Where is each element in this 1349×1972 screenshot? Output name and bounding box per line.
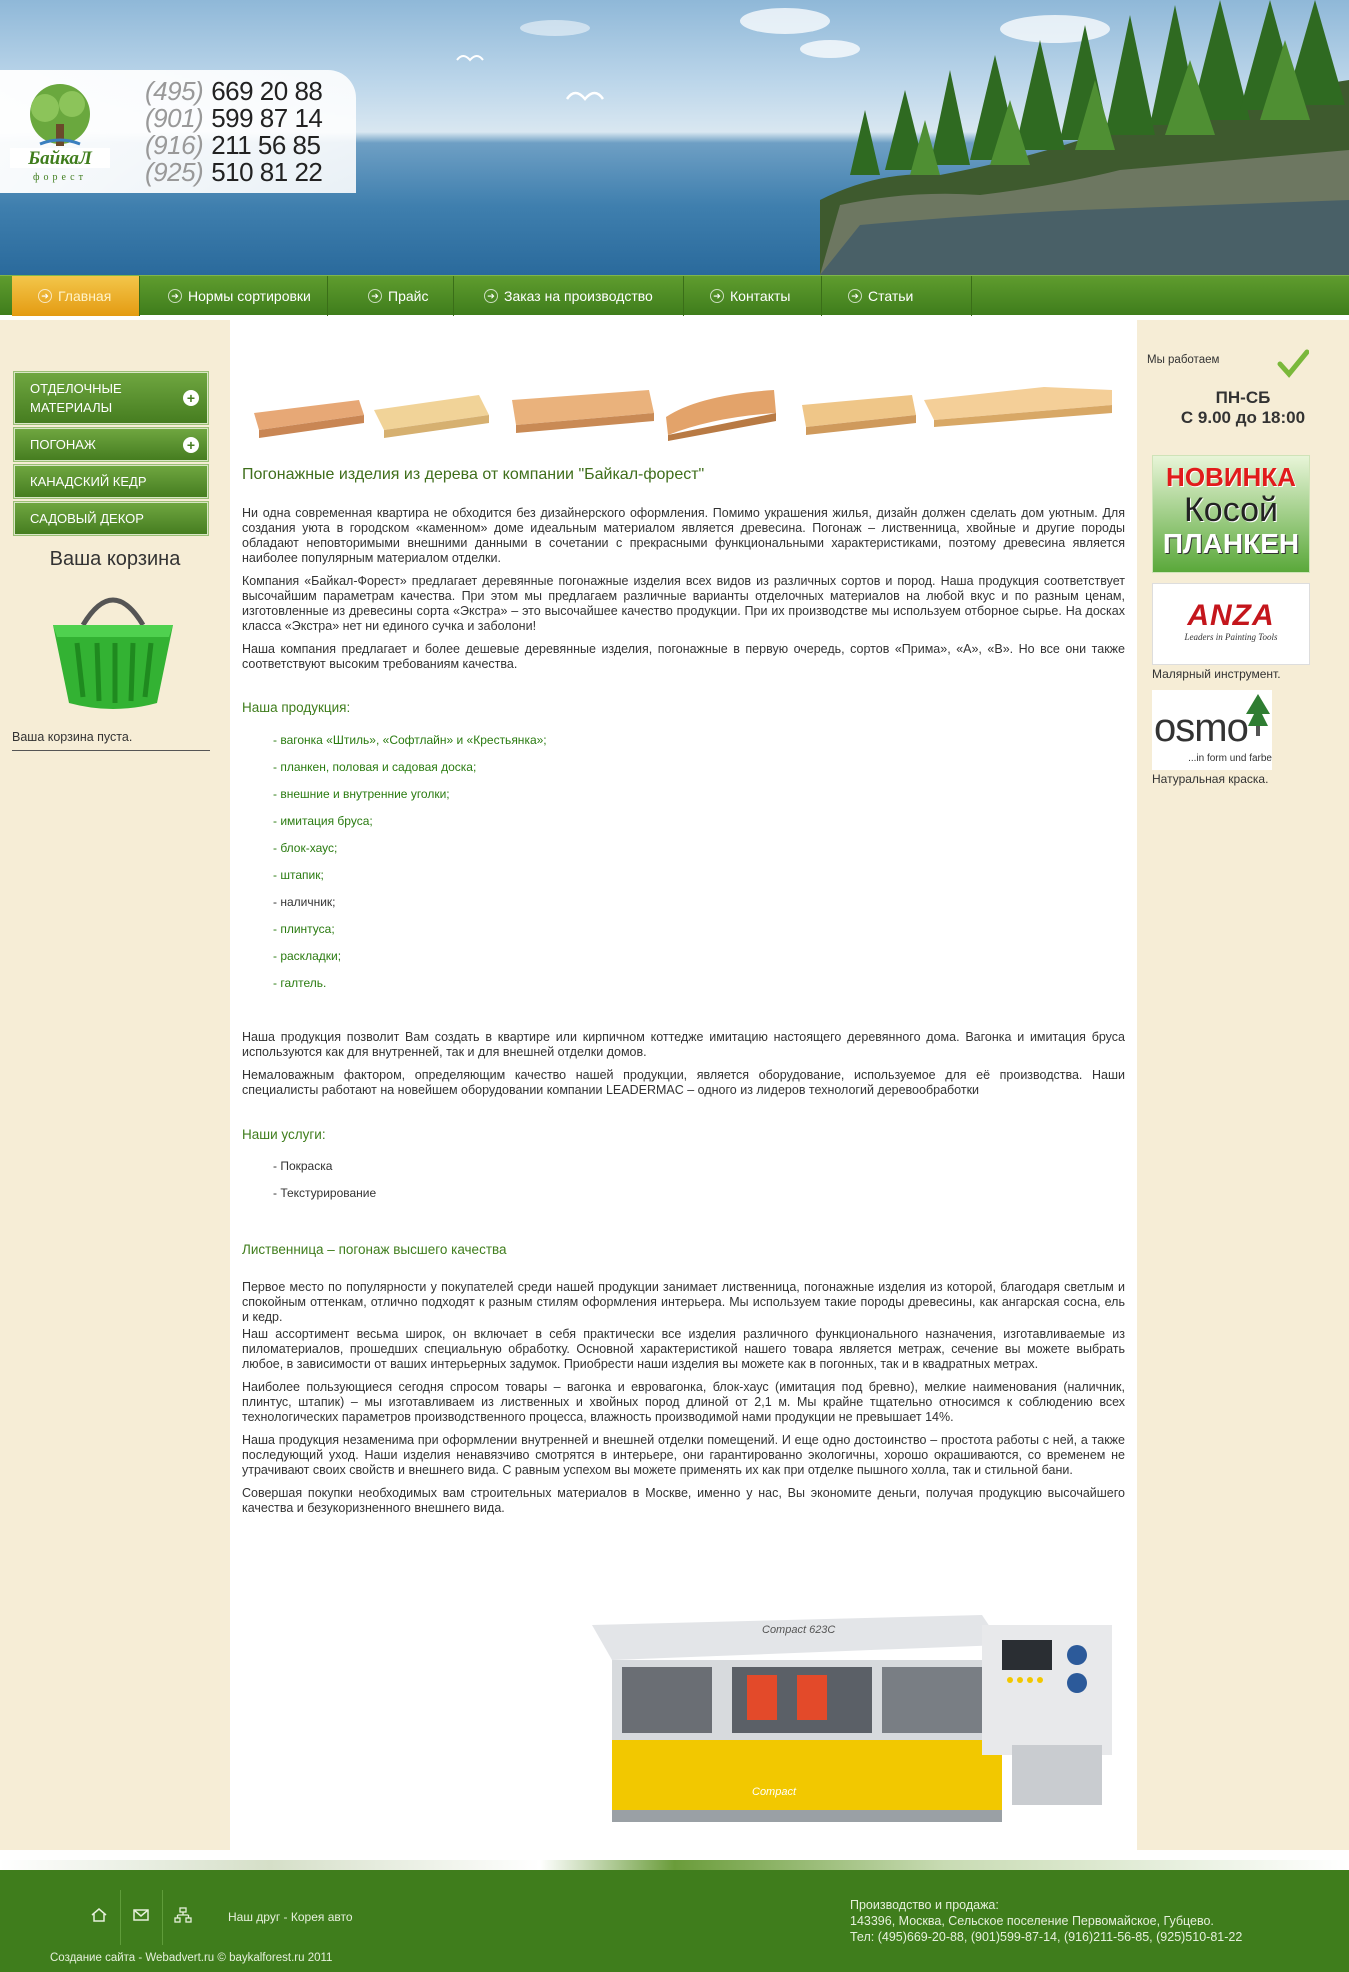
wood-products-image (244, 355, 1124, 450)
menu-item-moldings[interactable]: ПОГОНАЖ + (14, 428, 208, 461)
logo-panel (0, 70, 356, 193)
arrow-right-icon: ➔ (848, 289, 862, 303)
phone-number: (495) 669 20 88 (145, 76, 323, 106)
island-with-trees-image (820, 0, 1349, 275)
footer-contacts: Производство и продажа: 143396, Москва, Сельское поселение Первомайское, Губцево. Тел: (495)669-20-88, (901)599-87-14, (916)211-56-85, (925)510-81-22 (850, 1898, 1243, 1944)
checkmark-icon (1277, 348, 1309, 380)
product-link[interactable]: - вагонка «Штиль», «Софтлайн» и «Крестьянка»; (273, 733, 547, 747)
paragraph: Первое место по популярности у покупателей среди нашей продукции занимает лиственница, погонажные изделия из которой, благодаря светлым и спокойным оттенкам, отлично подходят к разным стилям оформления интерьера. Мы используем такие породы древесины, как ангарская сосна, ель и кедр. (242, 1280, 1125, 1324)
paragraph: Немаловажным фактором, определяющим качество нашей продукции, является оборудование, используемое для её производства. Наши специалисты работают на новейшем оборудовании компании LEADERMAC – одного из лидеров технологий деревообработки (242, 1068, 1125, 1097)
header-banner (0, 0, 1349, 275)
service-item: - Текстурирование (273, 1186, 377, 1200)
product-link[interactable]: - планкен, половая и садовая доска; (273, 760, 477, 774)
footer-friend-link[interactable]: Наш друг - Корея авто (228, 1910, 353, 1924)
page-title: Погонажные изделия из дерева от компании "Байкал-форест" (242, 466, 705, 483)
right-sidebar (1137, 320, 1349, 1850)
phone-number: (925) 510 81 22 (145, 157, 323, 187)
seagull-icon (455, 50, 485, 70)
product-link[interactable]: - галтель. (273, 976, 327, 990)
intro-block (242, 506, 1125, 680)
product-item: - наличник; (273, 895, 336, 909)
nav-item-articles[interactable]: ➔ Статьи (822, 276, 972, 316)
product-link[interactable]: - плинтуса; (273, 922, 335, 936)
equipment-block (242, 1030, 1125, 1106)
product-link[interactable]: - раскладки; (273, 949, 342, 963)
larch-heading: Лиственница – погонаж высшего качества (242, 1242, 507, 1257)
cart-title: Ваша корзина (49, 548, 181, 570)
nav-item-sorting-norms[interactable]: ➔ Нормы сортировки (140, 276, 328, 316)
paragraph: Компания «Байкал-Форест» предлагает деревянные погонажные изделия всех видов из различных сортов и пород. Наша продукция соответствует высочайшим параметрам качества. При этом мы предлагаем различные варианты отделочных материалов на любой вкус и по разным ценам, изготовленные из древесины сорта «Экстра» – это высочайшее качество продукции. При их производстве мы используем отборное сырье. На досках класса «Экстра» нет ни единого сучка и заболони! (242, 574, 1125, 633)
banner-osmo[interactable]: osmo ...in form und farbe (1152, 690, 1272, 770)
woodworking-machine-image (582, 1605, 1127, 1835)
sitemap-icon[interactable] (174, 1906, 192, 1924)
seagull-icon (565, 85, 605, 109)
paragraph: Наш ассортимент весьма широк, он включает в себя практически все изделия различного функционального назначения, изготавливаемые из пиломатериалов, прошедших специальную обработку. Основной характеристикой нашего товара является метраж, сечение вы можете выбрать любое, в зависимости от ваших интерьерных задумок. Приобрести наши изделия вы можете как в погонных, так и в квадратных метрах. (242, 1327, 1125, 1371)
main-nav (0, 275, 1349, 315)
products-list (242, 727, 1125, 997)
banner-kosoy-planken[interactable]: НОВИНКА Косой ПЛАНКЕН (1152, 455, 1310, 573)
working-hours-label: Мы работаем (1147, 354, 1220, 366)
cart-empty-text: Ваша корзина пуста. (12, 730, 210, 751)
plus-icon[interactable]: + (183, 437, 199, 453)
paragraph: Наша продукция незаменима при оформлении внутренней и внешней отделки помещений. И еще одно достоинство – простота работы с ней, а также последующий уход. Наши изделия ненавязчиво смотрятся в интерьере, они гарантированно экологичны, хорошо окрашиваются, со временем не утрачивают своих свойств и внешнего вида. С равным успехом вы можете применять их как при отделке пышного холла, так и стильной бани. (242, 1433, 1125, 1477)
nav-item-contacts[interactable]: ➔ Контакты (684, 276, 822, 316)
services-heading: Наши услуги: (242, 1127, 326, 1142)
footer (0, 1870, 1349, 1972)
nav-item-home[interactable]: ➔ Главная (12, 276, 140, 316)
larch-block (242, 1280, 1125, 1524)
working-hours: ПН-СБ С 9.00 до 18:00 (1180, 388, 1306, 427)
paragraph: Наша продукция позволит Вам создать в квартире или кирпичном коттедже имитацию настоящего деревянного дома. Вагонка и имитация бруса используются как для внутренней, так и для внешней отделки домов. (242, 1030, 1125, 1059)
arrow-right-icon: ➔ (38, 289, 52, 303)
mail-icon[interactable] (132, 1906, 150, 1924)
phone-number: (916) 211 56 85 (145, 130, 321, 160)
paragraph: Совершая покупки необходимых вам строительных материалов в Москве, именно у нас, Вы экономите деньги, получая продукцию высочайшего качества и безукоризненного внешнего вида. (242, 1486, 1125, 1515)
paragraph: Ни одна современная квартира не обходится без дизайнерского оформления. Помимо украшения жилья, дизайн должен сделать дом уютным. Для создания уюта в городском «каменном» доме идеальным материалом является древесина. Погонаж – лиственница, хвойные и другие породы обладают неповторимыми внешними данными в сочетании с прекрасными функциональными характеристиками, поэтому древесина является наиболее популярным материалом отделки. (242, 506, 1125, 565)
phone-numbers (145, 78, 322, 186)
category-menu (14, 372, 208, 539)
footer-separator (162, 1890, 163, 1945)
banner-caption: Натуральная краска. (1152, 772, 1269, 786)
paragraph: Наиболее пользующиеся сегодня спросом товары – вагонка и евровагонка, блок-хаус (имитация под бревно), мелкие наименования (наличник, плинтус, штапик) – мы изготавливаем из лиственных и хвойных пород длиной от 2,1 м. Мы крайне тщательно относимся к соблюдению всех технологических параметров производственного процесса, влажность производимой нами продукции не превышает 14%. (242, 1380, 1125, 1424)
services-list (242, 1153, 1125, 1207)
company-logo[interactable] (10, 78, 110, 186)
footer-divider (0, 1860, 1349, 1870)
nav-item-price[interactable]: ➔ Прайс (328, 276, 454, 316)
banner-anza[interactable]: ANZA Leaders in Painting Tools (1152, 583, 1310, 665)
phone-number: (901) 599 87 14 (145, 103, 323, 133)
logo-text: БайкаЛ (28, 148, 92, 169)
banner-caption: Малярный инструмент. (1152, 667, 1281, 681)
service-item: - Покраска (273, 1159, 333, 1173)
machine-model-label: Compact 623C (762, 1624, 836, 1636)
plus-icon[interactable]: + (183, 390, 199, 406)
home-icon[interactable] (90, 1906, 108, 1924)
arrow-right-icon: ➔ (168, 289, 182, 303)
menu-item-garden-decor[interactable]: САДОВЫЙ ДЕКОР (14, 502, 208, 535)
product-link[interactable]: - блок-хаус; (273, 841, 338, 855)
shopping-basket-icon[interactable] (45, 585, 181, 715)
left-sidebar (0, 320, 230, 1850)
tree-icon (1244, 694, 1272, 738)
product-link[interactable]: - штапик; (273, 868, 324, 882)
footer-separator (120, 1890, 121, 1945)
arrow-right-icon: ➔ (710, 289, 724, 303)
nav-item-order[interactable]: ➔ Заказ на производство (454, 276, 684, 316)
footer-copyright[interactable]: Создание сайта - Webadvert.ru © baykalforest.ru 2011 (50, 1952, 333, 1964)
product-link[interactable]: - имитация бруса; (273, 814, 373, 828)
paragraph: Наша компания предлагает и более дешевые деревянные изделия, погонажные в первую очередь, сортов «Прима», «А», «В». Но все они также соответствуют высоким требованиям качества. (242, 642, 1125, 671)
main-content (230, 320, 1137, 1850)
logo-subtext: форест (33, 172, 87, 183)
product-link[interactable]: - внешние и внутренние уголки; (273, 787, 450, 801)
products-heading: Наша продукция: (242, 700, 351, 715)
arrow-right-icon: ➔ (484, 289, 498, 303)
machine-side-label: Compact (752, 1786, 797, 1798)
arrow-right-icon: ➔ (368, 289, 382, 303)
menu-item-canadian-cedar[interactable]: КАНАДСКИЙ КЕДР (14, 465, 208, 498)
menu-item-finishing-materials[interactable]: ОТДЕЛОЧНЫЕ МАТЕРИАЛЫ + (14, 372, 208, 424)
